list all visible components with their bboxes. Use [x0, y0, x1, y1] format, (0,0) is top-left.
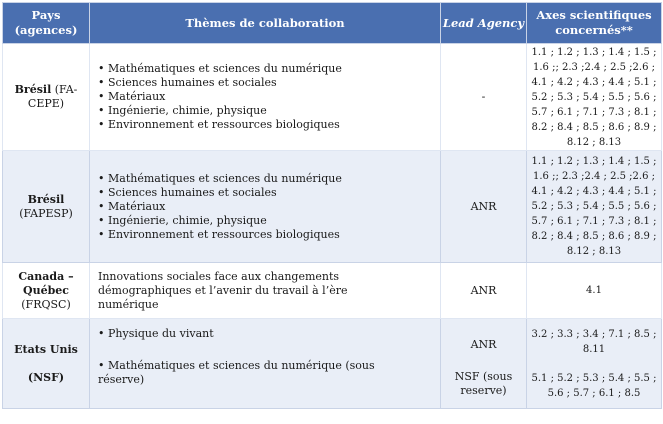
agency-name: (FA- — [51, 83, 78, 96]
country-cell — [3, 44, 90, 151]
lead-agency-cell: - — [441, 44, 527, 151]
themes-list — [98, 359, 440, 387]
header-lead-agency: Lead Agency — [441, 3, 527, 44]
table-row — [3, 263, 662, 319]
list-item: • Mathématiques et sciences du numérique — [98, 172, 440, 186]
themes-cell — [90, 44, 441, 151]
country-name: Brésil — [14, 83, 52, 96]
lead-agency-cell: ANR — [441, 151, 527, 263]
list-item: • Matériaux — [98, 200, 440, 214]
header-themes: Thèmes de collaboration — [90, 3, 441, 44]
country-name: Etats Unis — [14, 342, 78, 356]
lead-agency-b: NSF (sous reserve) — [454, 369, 513, 397]
table-row — [3, 44, 662, 151]
list-item: • Environnement et ressources biologiques — [98, 118, 440, 132]
header-pays: Pays (agences) — [3, 3, 90, 44]
country-cell — [3, 319, 90, 409]
agency-name: (FAPESP) — [19, 206, 73, 220]
themes-list — [98, 172, 440, 242]
themes-cell — [90, 151, 441, 263]
collaboration-table — [2, 2, 662, 409]
axes-a: 3.2 ; 3.3 ; 3.4 ; 7.1 ; 8.5 ; 8.11 — [531, 328, 657, 355]
list-item: • Environnement et ressources biologiques — [98, 228, 440, 242]
list-item: • Mathématiques et sciences du numérique — [98, 62, 440, 76]
agency-name-rest: CEPE) — [27, 97, 65, 110]
lead-agency-a: ANR — [470, 337, 497, 351]
list-item: • Ingénierie, chimie, physique — [98, 214, 440, 228]
themes-cell — [90, 319, 441, 409]
axes-b: 5.1 ; 5.2 ; 5.3 ; 5.4 ; 5.5 ; 5.6 ; 5.7 ; 6.1 ; 8.5 — [531, 372, 657, 399]
agency-name: (FRQSC) — [21, 297, 71, 311]
axes-cell: 1.1 ; 1.2 ; 1.3 ; 1.4 ; 1.5 ; 1.6 ;; 2.3 ;2.4 ; 2.5 ;2.6 ; 4.1 ; 4.2 ; 4.3 ; 4.4 ; 5.1 ; 5.2 ; 5.3 ; 5.4 ; 5.5 ; 5.6 ; 5.7 ; 6.1 ; 7.1 ; 7.3 ; 8.1 ; 8.2 ; 8.4 ; 8.5 ; 8.6 ; 8.9 ; 8.12 ; 8.13 — [527, 151, 662, 263]
list-item: • Matériaux — [98, 90, 440, 104]
table-row — [3, 319, 662, 409]
themes-list — [98, 62, 440, 132]
axes-cell: 4.1 — [527, 263, 662, 319]
agency-name: (NSF) — [27, 370, 65, 384]
list-item: • Sciences humaines et sociales — [98, 76, 440, 90]
country-cell — [3, 151, 90, 263]
country-cell — [3, 263, 90, 319]
table-row — [3, 151, 662, 263]
themes-list — [98, 327, 440, 341]
theme-text: Innovations sociales face aux changements démographiques et l’avenir du travail à l’ère numérique — [90, 263, 441, 319]
country-name: Brésil — [27, 192, 65, 206]
list-item: • Ingénierie, chimie, physique — [98, 104, 440, 118]
header-row — [3, 3, 662, 44]
lead-agency-cell — [441, 319, 527, 409]
country-name: Canada – Québec — [18, 269, 74, 297]
list-item: • Physique du vivant — [98, 327, 440, 341]
header-axes: Axes scientifiques concernés** — [527, 3, 662, 44]
lead-agency-cell: ANR — [441, 263, 527, 319]
axes-cell: 1.1 ; 1.2 ; 1.3 ; 1.4 ; 1.5 ; 1.6 ;; 2.3 ;2.4 ; 2.5 ;2.6 ; 4.1 ; 4.2 ; 4.3 ; 4.4 ; 5.1 ; 5.2 ; 5.3 ; 5.4 ; 5.5 ; 5.6 ; 5.7 ; 6.1 ; 7.1 ; 7.3 ; 8.1 ; 8.2 ; 8.4 ; 8.5 ; 8.6 ; 8.9 ; 8.12 ; 8.13 — [527, 44, 662, 151]
list-item: • Sciences humaines et sociales — [98, 186, 440, 200]
list-item: • Mathématiques et sciences du numérique (sous réserve) — [98, 359, 440, 387]
axes-cell — [527, 319, 662, 409]
